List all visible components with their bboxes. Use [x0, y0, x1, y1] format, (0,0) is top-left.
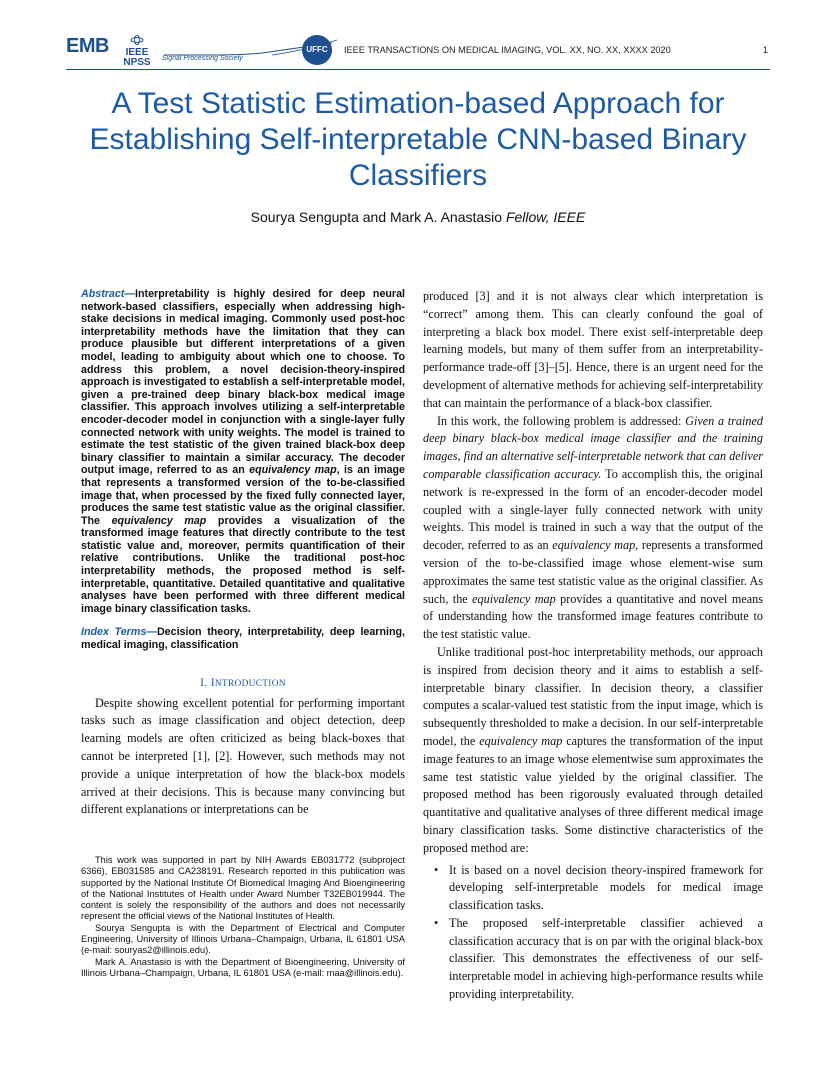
ieee-npss-logo: [119, 35, 155, 68]
section-title-rest: NTRODUCTION: [214, 678, 286, 689]
section-title-initial: I: [210, 675, 215, 689]
bullet-icon: •: [434, 862, 439, 877]
index-terms-label: Index Terms—: [81, 626, 157, 639]
author-names: Sourya Sengupta and Mark A. Anastasio: [250, 209, 503, 225]
abstract-em-2: equivalency map: [111, 514, 207, 527]
abstract-text-1: Interpretability is highly desired for deep neural network-based classifiers, especially when addressing high-stake decisions in medical imaging. Commonly used post-hoc interpretability methods have the limitation that they can produce plausible but different interpretations of a given model, leading to ambiguity about which one to choose. To address this problem, a novel decision-theory-inspired approach is investigated to establish a self-interpretable model, given a pre-trained deep binary black-box medical image classifier. This approach involves utilizing a self-interpretable encoder-decoder model in conjunction with a single-layer fully connected network with unity weights. The model is trained to estimate the test statistic of the given trained black-box deep binary classifier to maintain a similar accuracy. The decoder output image, referred to as an: [81, 288, 405, 477]
characteristics-list: [423, 862, 763, 1004]
abstract-text-3: provides a visualization of the transformed image features that directly contribute to the test statistic value and, moreover, permits quantification of their relative contributions. Unlike the traditional post-hoc interpretability methods, the proposed method is self-interpretable, quantitative. Detailed quantitative and qualitative analyses have been performed with three different medical image binary classification tasks.: [81, 514, 405, 615]
p3-text-1: Unlike traditional post-hoc interpretability methods, our approach is inspired from decision theory and it aims to establish a self-interpretable binary classifier. In decision theory, a classifier computes a scalar-valued test statistic from the input image, which is subsequently thresholded to make a decision. In our self-interpretable model, the: [423, 644, 763, 748]
journal-info: IEEE TRANSACTIONS ON MEDICAL IMAGING, VOL. XX, NO. XX, XXXX 2020: [344, 45, 671, 55]
footnote-author-2: Mark A. Anastasio is with the Department of Bioengineering, University of Illinois Urbana–Champaign, Urbana, IL 61801 USA (e-mail: maa@illinois.edu).: [81, 956, 405, 978]
abstract: [81, 288, 405, 615]
paper-title: A Test Statistic Estimation-based Approach for Establishing Self-interpretable CNN-based Binary Classifiers: [89, 87, 747, 192]
footnote: [81, 855, 405, 979]
bullet-icon: •: [434, 915, 439, 930]
index-terms-text: Decision theory, interpretability, deep learning, medical imaging, classification: [81, 626, 405, 652]
page-number: 1: [762, 45, 768, 55]
section-heading-introduction: [81, 676, 405, 689]
page-header: [66, 33, 770, 69]
footnote-author-1: Sourya Sengupta is with the Department of Electrical and Computer Engineering, University of Illinois Urbana–Champaign, Urbana, IL 61801 USA (e-mail: souryas2@illinois.edu).: [81, 922, 405, 956]
section-number: I.: [200, 675, 208, 689]
authors-line: [60, 209, 776, 225]
index-terms: [81, 626, 405, 651]
p3-text-2: captures the transformation of the input image features to an image whose elementwise sum approximates the same test statistic value yielded by the original classifier. The proposed method has been rigorously evaluated through detailed quantitative and qualitative analyses of three different medical image binary classification tasks. Some distinctive characteristics of the proposed method are:: [423, 733, 764, 855]
bullet-text: It is based on a novel decision theory-inspired framework for developing self-interpretable models for medical image classification tasks.: [449, 862, 763, 913]
intro-paragraph-1: Despite showing excellent potential for performing important tasks such as image classification and object detection, deep learning models are often criticized as being black-boxes that cannot be interpreted [1], [2]. However, such methods may not provide a unique interpretation of how the black-box models arrived at their decisions. This is because many convincing but different explanations or interpretations can be: [81, 695, 405, 817]
p2-text-4: provides a quantitative and novel means of understanding how the transformed image features contribute to the test statistic value.: [423, 591, 763, 642]
p2-em-2: equivalency map: [552, 538, 636, 553]
npss-atom-icon: [130, 35, 144, 45]
abstract-em-1: equivalency map: [249, 464, 337, 477]
p3-em: equivalency map: [479, 733, 563, 748]
bullet-text: The proposed self-interpretable classifier achieved a classification accuracy that is on par with the original black-box classifier. This demonstrates the effectiveness of our self-interpretable model in achieving high-performance results while providing interpretability.: [449, 915, 763, 1002]
p2-text-3: , represents a transformed version of the to-be-classified image whose element-wise sum approximates the same test statistic value as the original classifier. As such, the: [423, 538, 763, 606]
p2-text-1: In this work, the following problem is addressed:: [437, 413, 686, 428]
sps-logo-text: Signal Processing Society: [162, 55, 243, 62]
npss-logo-text: IEEE NPSS: [123, 47, 151, 68]
abstract-text-2: , is an image that represents a transformed version of the to-be-classified image that, when processed by the fixed fully connected layer, produces the same test statistic value as the original classifier. The: [81, 464, 405, 527]
p2-text-2: To accomplish this, the original network is re-expressed in the form of an encoder-decoder model coupled with a single-layer fully connected network with unity weights. This model is trained in such a way that the output of the decoder, referred to as an: [423, 466, 763, 553]
p2-em-3: equivalency map: [472, 591, 556, 606]
author-suffix: Fellow, IEEE: [505, 209, 586, 225]
left-column: [81, 288, 405, 819]
intro-paragraph-3: [423, 644, 763, 858]
list-item: [423, 915, 763, 1004]
abstract-label: Abstract—: [81, 288, 136, 300]
intro-paragraph-2: [423, 413, 763, 644]
footnote-funding: This work was supported in part by NIH Awards EB031772 (subproject 6366), EB031585 and CA238191. Research reported in this publication was supported by the National Institute Of Biomedical Imaging And Bioengineering of the National Institutes of Health under Award Number T32EB019944. The content is solely the responsibility of the authors and does not necessarily represent the official views of the National Institutes of Health.: [81, 855, 405, 922]
right-column: [423, 288, 763, 1004]
intro-paragraph-1-continued: produced [3] and it is not always clear which interpretation is “correct” among them. This can clearly confound the goal of interpreting a black box model. There exist self-interpretable deep learning models, but many of them suffer from an interpretability-performance trade-off [3]–[5]. Hence, there is an urgent need for the development of alternative methods for achieving self-interpretability that can maintain the performance of a black-box classifier.: [423, 289, 763, 410]
list-item: [423, 862, 763, 915]
header-divider: [66, 69, 770, 70]
uffc-logo: UFFC: [302, 35, 332, 65]
emb-logo: EMB: [66, 35, 109, 57]
p2-problem-statement: Given a trained deep binary black-box medical image classifier and the training images, find an alternative self-interpretable network that can deliver comparable classification accuracy.: [423, 413, 763, 481]
